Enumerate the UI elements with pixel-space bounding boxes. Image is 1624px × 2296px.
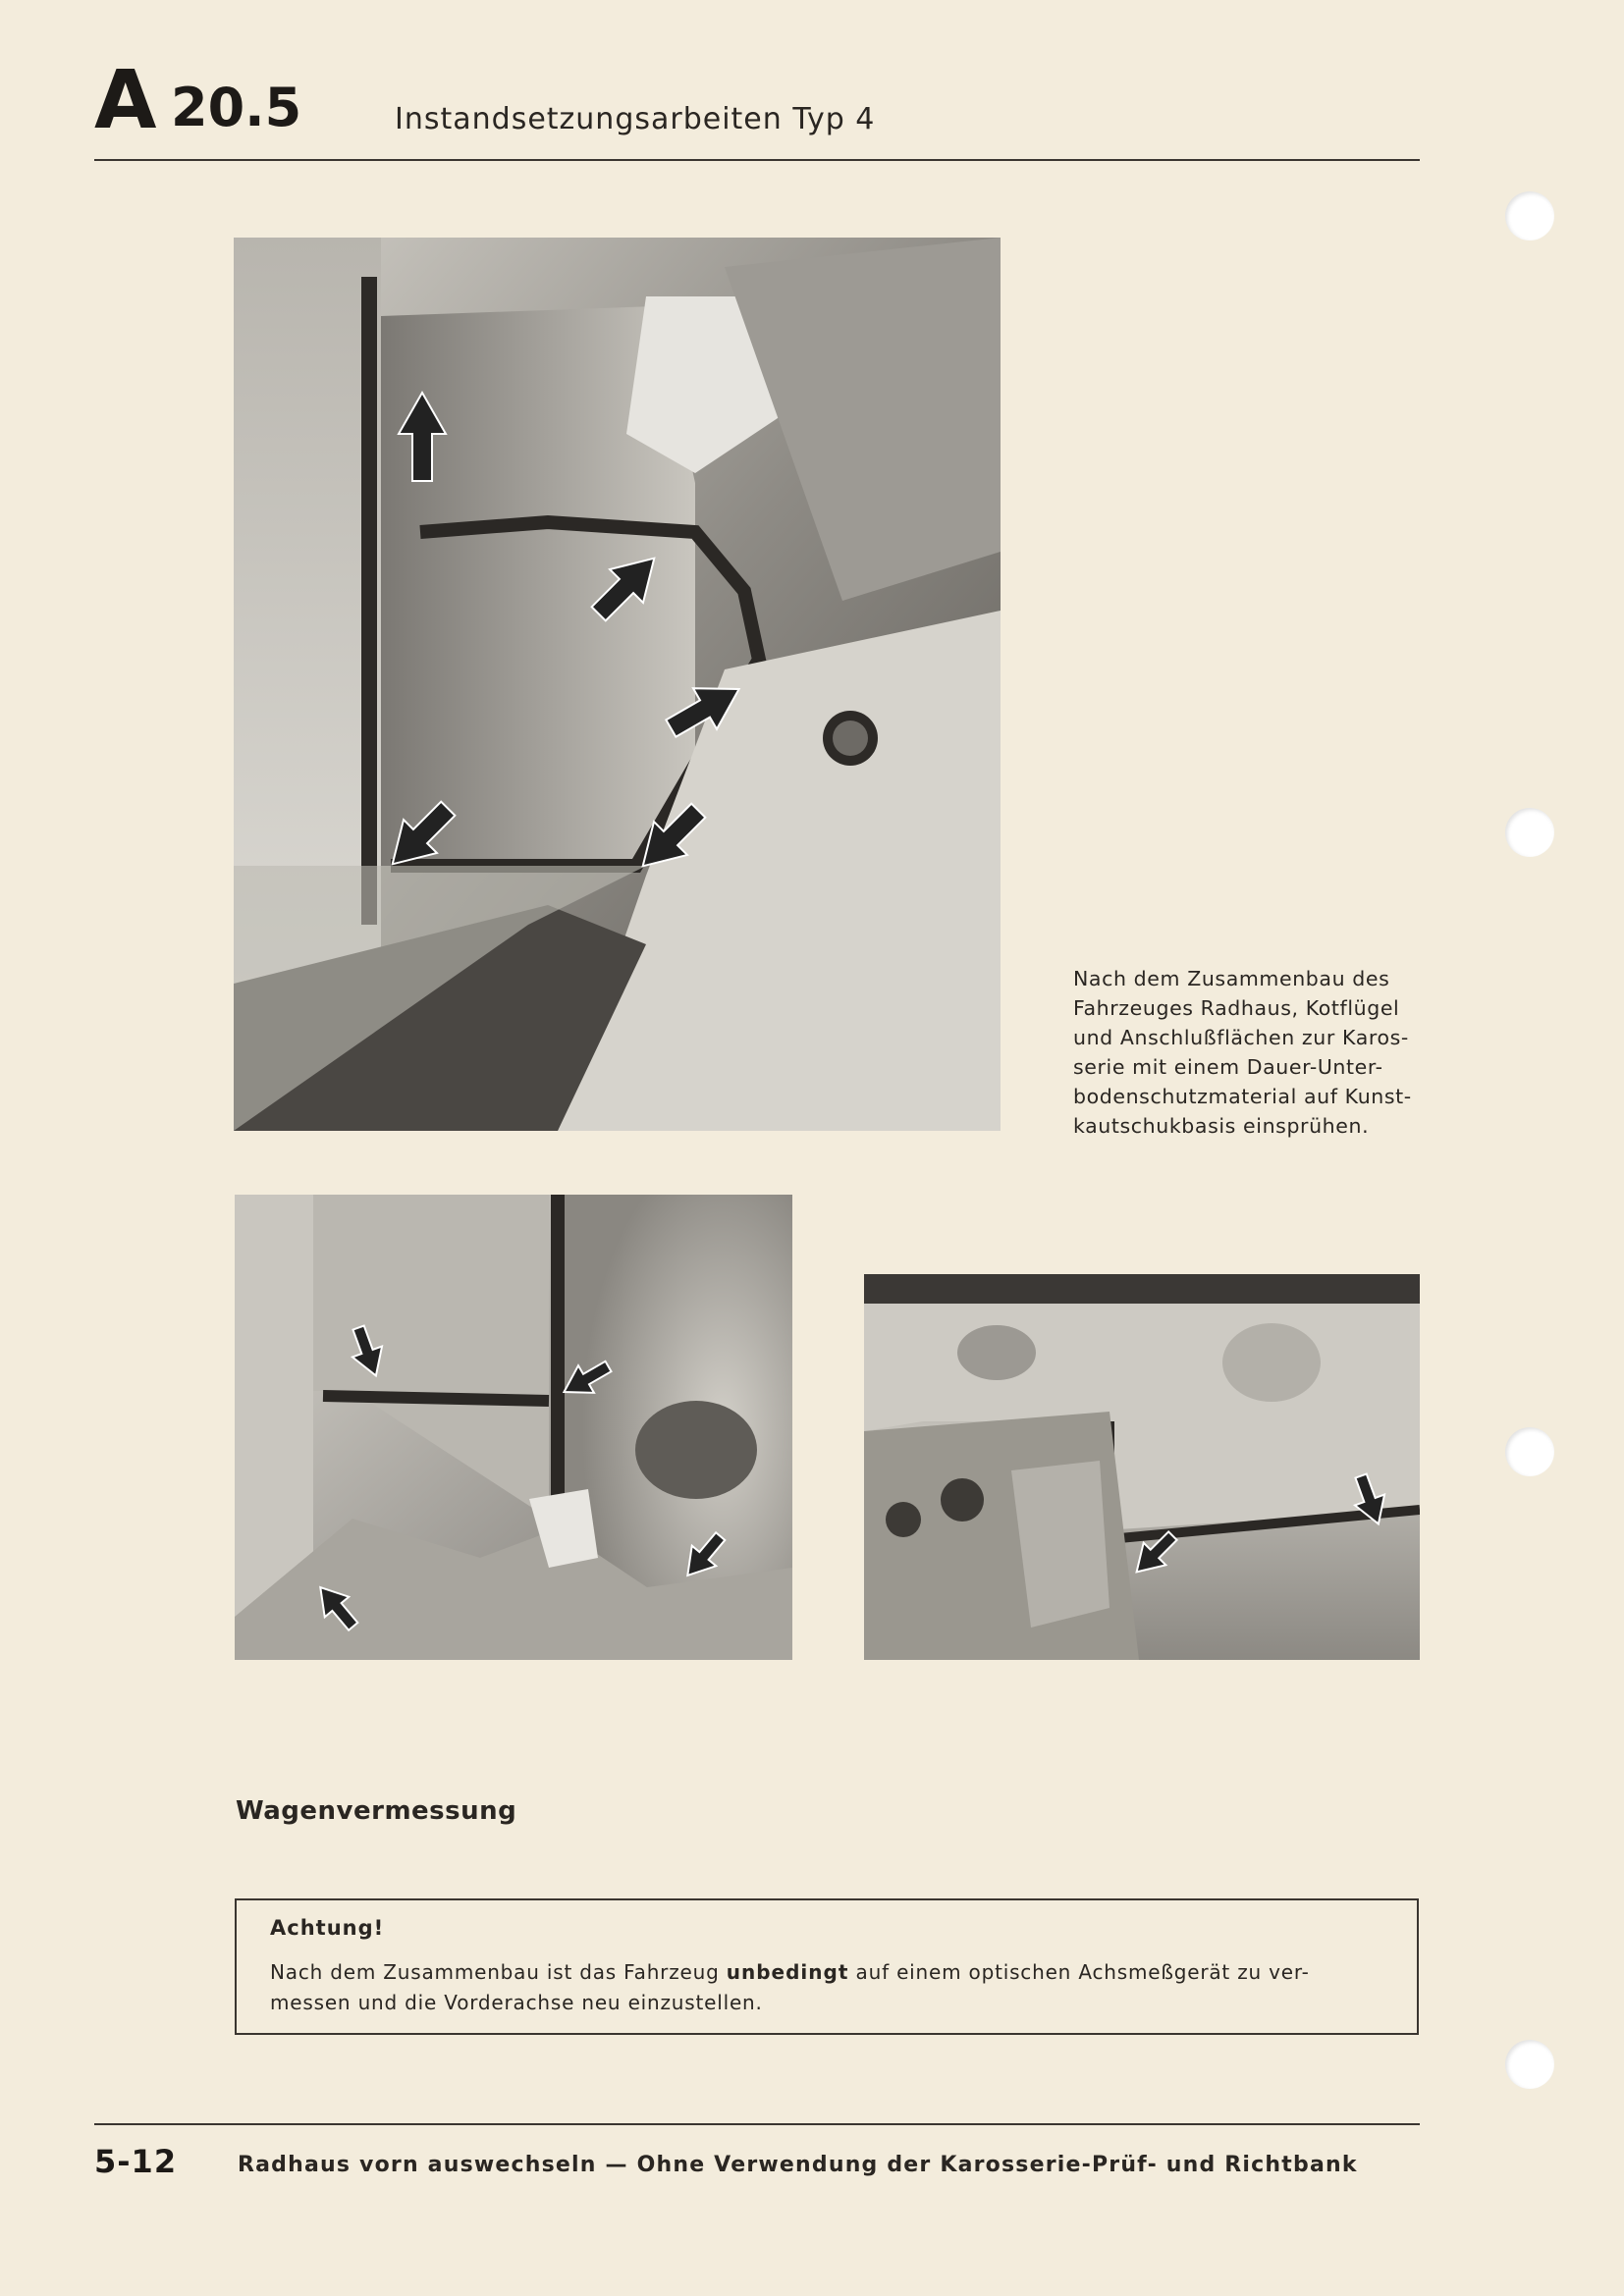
wheelhouse-photo-bottom-right (864, 1274, 1420, 1660)
warning-text-part: auf einem optischen Achsmeßgerät zu ver- (848, 1960, 1310, 1984)
caption-line: kautschukbasis einsprühen. (1073, 1114, 1370, 1138)
binder-hole (1505, 191, 1554, 240)
caption-line: Nach dem Zusammenbau des (1073, 967, 1390, 990)
warning-emphasis: unbedingt (726, 1960, 849, 1984)
header-rule (94, 159, 1420, 161)
section-heading: Wagenvermessung (236, 1796, 517, 1826)
warning-text-part: Nach dem Zusammenbau ist das Fahrzeug (270, 1960, 727, 1984)
caption-line: Fahrzeuges Radhaus, Kotflügel (1073, 996, 1400, 1020)
wheelhouse-photo-top (234, 238, 1001, 1131)
section-code-number: 20.5 (171, 77, 302, 138)
caption-line: und Anschlußflächen zur Karos- (1073, 1026, 1409, 1049)
binder-hole (1505, 2040, 1554, 2089)
page-header (94, 54, 1420, 147)
footer-title: Radhaus vorn auswechseln — Ohne Verwendung der Karosserie-Prüf- und Richtbank (238, 2153, 1358, 2177)
photo-caption (1073, 964, 1422, 1141)
footer-rule (94, 2123, 1420, 2125)
page-title: Instandsetzungsarbeiten Typ 4 (395, 102, 876, 136)
warning-box (235, 1898, 1419, 2035)
binder-hole (1505, 1427, 1554, 1476)
caption-line: serie mit einem Dauer-Unter- (1073, 1055, 1383, 1079)
warning-text-line2: messen und die Vorderachse neu einzustellen. (270, 1991, 763, 2014)
page-number: 5-12 (94, 2143, 178, 2180)
binder-hole (1505, 808, 1554, 857)
section-code-letter: A (94, 54, 155, 147)
warning-label: Achtung! (270, 1916, 385, 1940)
warning-text (270, 1957, 1380, 2018)
caption-line: bodenschutzmaterial auf Kunst- (1073, 1085, 1412, 1108)
wheelhouse-photo-bottom-left (235, 1195, 792, 1660)
